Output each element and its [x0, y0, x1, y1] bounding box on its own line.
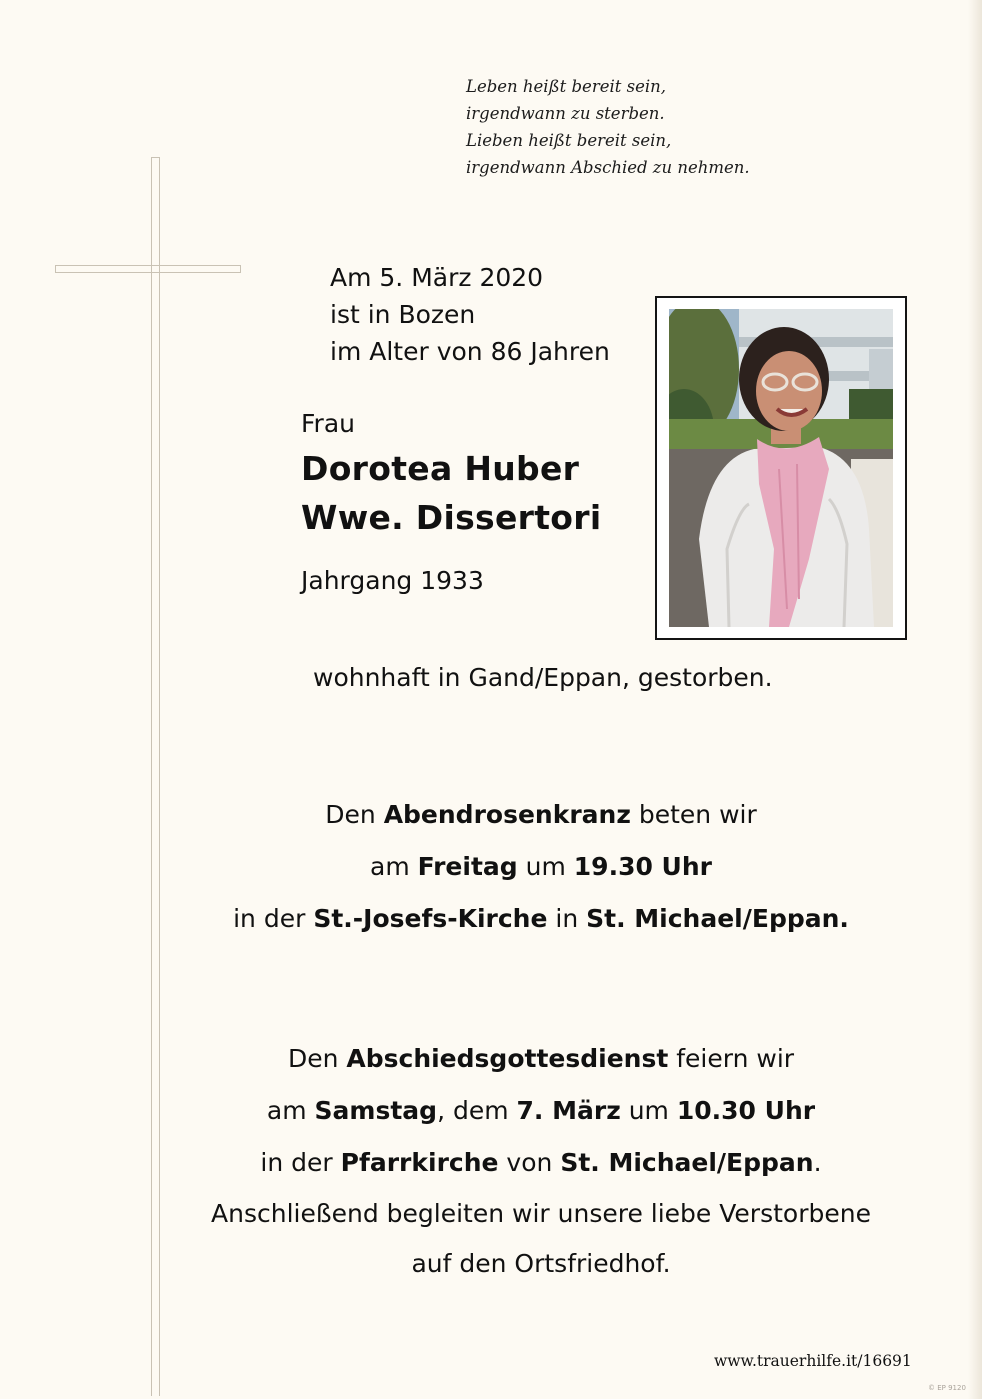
death-place: ist in Bozen — [330, 300, 476, 329]
text: Den — [325, 800, 384, 829]
event-time: 10.30 Uhr — [676, 1096, 816, 1125]
funeral-line-5: auf den Ortsfriedhof. — [411, 1249, 671, 1278]
rosary-announcement — [153, 789, 929, 945]
event-date: 7. März — [516, 1096, 621, 1125]
cross-vertical-cap — [151, 157, 160, 158]
event-time: 19.30 Uhr — [573, 852, 712, 881]
event-location: St. Michael/Eppan — [560, 1148, 814, 1177]
cross-horizontal-cap-left — [55, 265, 56, 273]
portrait-photo — [669, 309, 893, 627]
text: von — [498, 1148, 561, 1177]
age-at-death: im Alter von 86 Jahren — [330, 337, 610, 366]
event-day: Freitag — [417, 852, 518, 881]
print-mark: © EP 9120 — [928, 1384, 966, 1392]
rosary-line-2 — [153, 841, 929, 893]
deceased-name: Dorotea Huber — [301, 449, 580, 488]
funeral-line-4: Anschließend begleiten wir unsere liebe Verstorbene — [211, 1199, 871, 1228]
text: feiern wir — [668, 1044, 795, 1073]
rosary-line-1 — [153, 789, 929, 841]
event-location: St. Michael/Eppan. — [586, 904, 849, 933]
text: in der — [260, 1148, 341, 1177]
text: . — [813, 1148, 822, 1177]
source-url: www.trauerhilfe.it/16691 — [714, 1352, 912, 1370]
deceased-married-name: Wwe. Dissertori — [301, 498, 602, 537]
rosary-line-3 — [153, 893, 929, 945]
text: beten wir — [630, 800, 757, 829]
funeral-line-3 — [153, 1137, 929, 1189]
residence: wohnhaft in Gand/Eppan, gestorben. — [313, 663, 773, 692]
cross-horizontal-cap-right — [240, 265, 241, 273]
text: um — [620, 1096, 677, 1125]
funeral-line-1 — [153, 1033, 929, 1085]
cross-horizontal-bar — [55, 265, 241, 273]
salutation: Frau — [301, 409, 356, 438]
text: in der — [233, 904, 314, 933]
funeral-announcement — [153, 1033, 929, 1289]
text: am — [370, 852, 418, 881]
text: , dem — [437, 1096, 517, 1125]
quote-line: irgendwann Abschied zu nehmen. — [466, 158, 750, 177]
text: in — [547, 904, 587, 933]
text: am — [266, 1096, 315, 1125]
quote-line: Lieben heißt bereit sein, — [466, 131, 672, 150]
event-name: Abendrosenkranz — [383, 800, 631, 829]
event-name: Abschiedsgottesdienst — [346, 1044, 669, 1073]
event-church: St.-Josefs-Kirche — [313, 904, 548, 933]
portrait-frame — [655, 296, 907, 640]
death-notice-intro — [330, 259, 610, 370]
event-day: Samstag — [314, 1096, 438, 1125]
funeral-line-2 — [153, 1085, 929, 1137]
paper-edge — [968, 0, 982, 1399]
text: Den — [287, 1044, 347, 1073]
quote-line: irgendwann zu sterben. — [466, 104, 665, 123]
cross-intersection — [152, 266, 159, 272]
quote-line: Leben heißt bereit sein, — [466, 77, 666, 96]
birth-year: Jahrgang 1933 — [301, 566, 484, 595]
memorial-quote — [466, 73, 750, 181]
event-church: Pfarrkirche — [340, 1148, 499, 1177]
death-date: Am 5. März 2020 — [330, 263, 544, 292]
text: um — [517, 852, 574, 881]
